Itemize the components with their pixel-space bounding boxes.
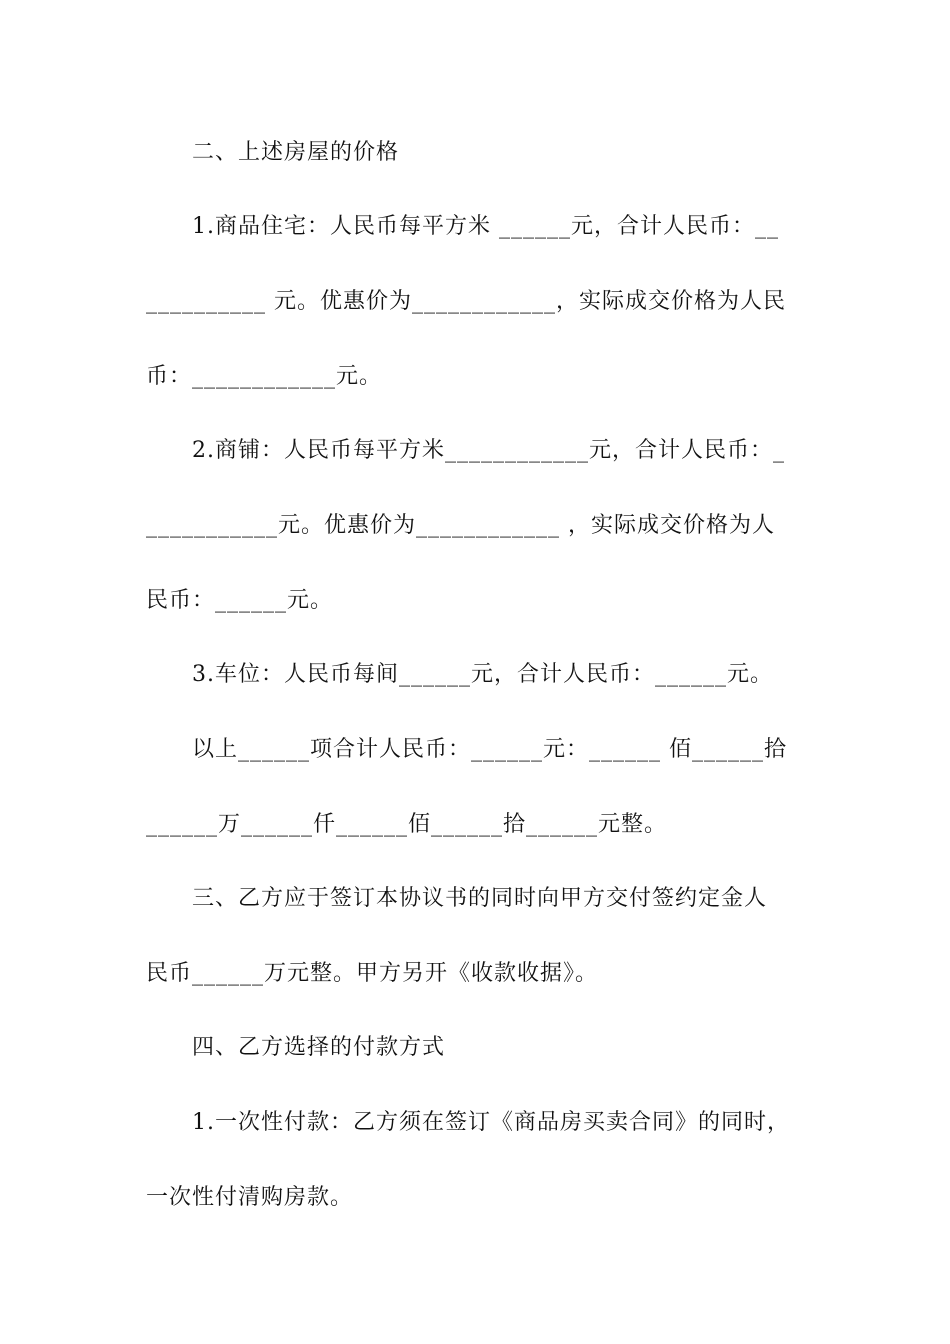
shop-price-line-1: 2.商铺：人民币每平方米____________元，合计人民币：_ [192,438,785,463]
lump-sum-payment-line-2: 一次性付清购房款。 [146,1185,354,1210]
section-2-heading: 二、上述房屋的价格 [192,140,400,165]
residential-price-line-1: 1.商品住宅：人民币每平方米 ______元，合计人民币：__ [192,214,779,239]
parking-price-line: 3.车位：人民币每间______元，合计人民币：______元。 [192,662,773,687]
residential-price-line-3: 币：____________元。 [146,364,383,389]
lump-sum-payment-line-1: 1.一次性付款：乙方须在签订《商品房买卖合同》的同时， [192,1110,790,1135]
total-price-line-2: ______万______仟______佰______拾______元整。 [146,812,668,837]
section-4-heading: 四、乙方选择的付款方式 [192,1035,446,1060]
section-3-line-1: 三、乙方应于签订本协议书的同时向甲方交付签约定金人 [192,886,768,911]
shop-price-line-3: 民币：______元。 [146,588,334,613]
total-price-line-1: 以上______项合计人民币：______元：______ 佰______拾 [192,737,787,762]
section-3-line-2: 民币______万元整。甲方另开《收款收据》。 [146,961,599,986]
shop-price-line-2: ___________元。优惠价为____________ ，实际成交价格为人 [146,513,775,538]
residential-price-line-2: __________ 元。优惠价为____________，实际成交价格为人民 [146,289,786,314]
